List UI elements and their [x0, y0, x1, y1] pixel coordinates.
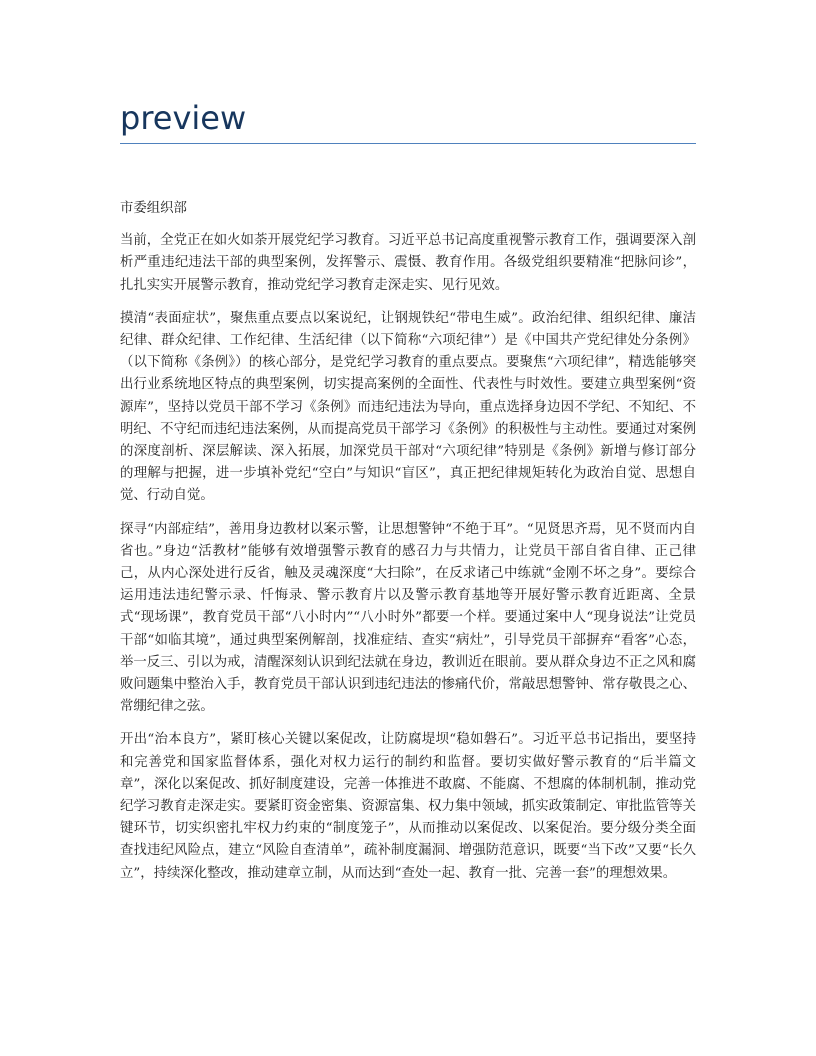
document-title: preview — [120, 99, 247, 137]
paragraph-intro: 当前，全党正在如火如荼开展党纪学习教育。习近平总书记高度重视警示教育工作，强调要深入剖析严重违纪违法干部的典型案例，发挥警示、震慑、教育作用。各级党组织要精准“把脉问诊”，扎扎实实开展警示教育，推动党纪学习教育走深走实、见行见效。 — [120, 233, 696, 293]
paragraph-surface-symptoms: 摸清“表面症状”，聚焦重点要点以案说纪，让钢规铁纪“带电生威”。政治纪律、组织纪律、廉洁纪律、群众纪律、工作纪律、生活纪律（以下简称“六项纪律”）是《中国共产党纪律处分条例》（以下简称《条例》）的核心部分，是党纪学习教育的重点要点。要聚焦“六项纪律”，精选能够突出行业系统地区特点的典型案例，切实提高案例的全面性、代表性与时效性。要建立典型案例“资源库”，坚持以党员干部不学习《条例》而违纪违法为导向，重点选择身边因不学纪、不知纪、不明纪、不守纪而违纪违法案例，从而提高党员干部学习《条例》的积极性与主动性。要通过对案例的深度剖析、深层解读、深入拓展，加深党员干部对“六项纪律”特别是《条例》新增与修订部分的理解与把握，进一步填补党纪“空白”与知识“盲区”，真正把纪律规矩转化为政治自觉、思想自觉、行动自觉。 — [120, 310, 696, 504]
paragraph-root-cure: 开出“治本良方”，紧盯核心关键以案促改，让防腐堤坝“稳如磐石”。习近平总书记指出，要坚持和完善党和国家监督体系，强化对权力运行的制约和监督。要切实做好警示教育的“后半篇文章”，深化以案促改、抓好制度建设，完善一体推进不敢腐、不能腐、不想腐的体制机制，推动党纪学习教育走深走实。要紧盯资金密集、资源富集、权力集中领域，抓实政策制定、审批监管等关键环节，切实织密扎牢权力约束的“制度笼子”，从而推动以案促改、以案促治。要分级分类全面查找违纪风险点，建立“风险自查清单”，疏补制度漏洞、增强防范意识，既要“当下改”又要“长久立”，持续深化整改，推动建章立制，从而达到“查处一起、教育一批、完善一套”的理想效果。 — [120, 732, 696, 881]
paragraph-internal-causes: 探寻“内部症结”，善用身边教材以案示警，让思想警钟“不绝于耳”。“见贤思齐焉，见不贤而内自省也。”身边“活教材”能够有效增强警示教育的感召力与共情力，让党员干部自省自律、正己律己，从内心深处进行反省，触及灵魂深度“大扫除”，在反求诸己中练就“金刚不坏之身”。要综合运用违法违纪警示录、忏悔录、警示教育片以及警示教育基地等开展好警示教育近距离、全景式“现场课”，教育党员干部“八小时内”“八小时外”都要一个样。要通过案中人“现身说法”让党员干部“如临其境”，通过典型案例解剖，找准症结、查实“病灶”，引导党员干部摒弃“看客”心态，举一反三、引以为戒，清醒深刻认识到纪法就在身边，教训近在眼前。要从群众身边不正之风和腐败问题集中整治入手，教育党员干部认识到违纪违法的惨痛代价，常敲思想警钟、常存敬畏之心、常绷纪律之弦。 — [120, 521, 696, 715]
document-body — [120, 198, 696, 896]
author-organization: 市委组织部 — [120, 201, 187, 216]
title-underline — [120, 143, 696, 144]
